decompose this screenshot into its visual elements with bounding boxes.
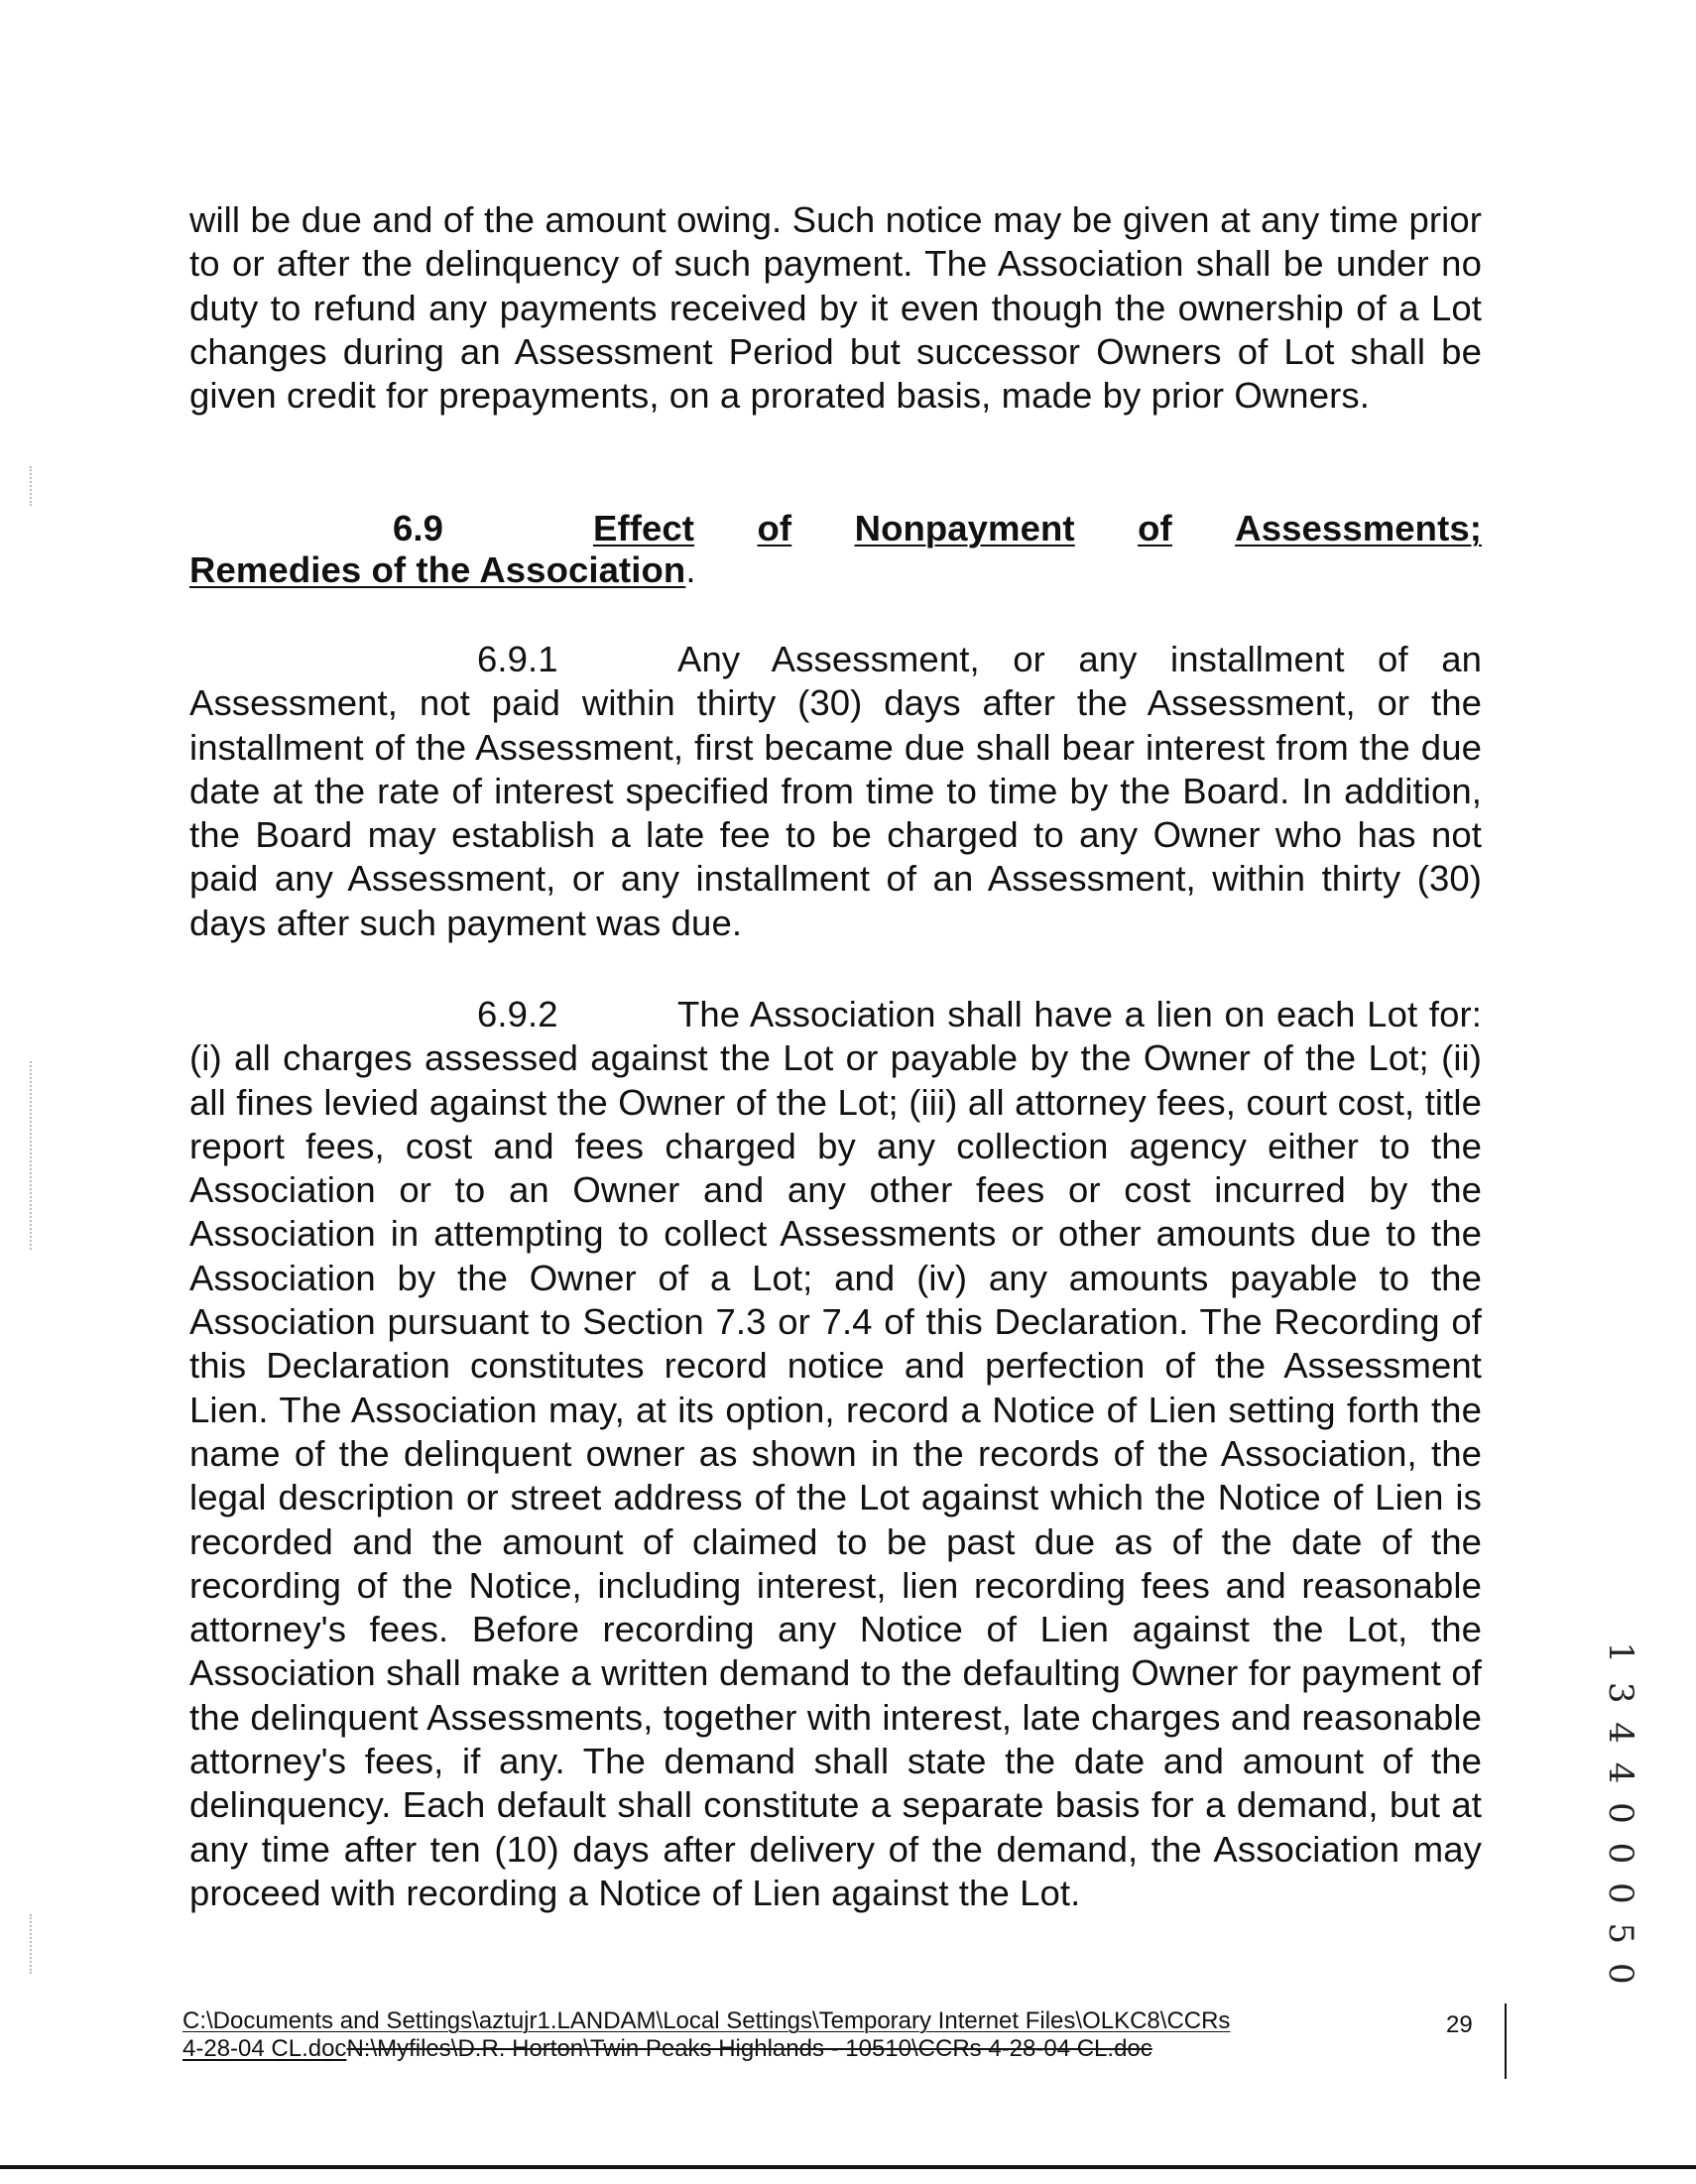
footer-path-line2-current: 4-28-04 CL.doc: [182, 2035, 347, 2062]
section-title-line2: Remedies of the Association: [189, 549, 686, 590]
margin-dots-middle: [30, 1061, 34, 1250]
footer-path-line1: C:\Documents and Settings\aztujr1.LANDAM\Local Settings\Temporary Internet Files\OLKC8\CCRs: [182, 2007, 1231, 2034]
subsection-6-9-1: [189, 638, 1482, 945]
subsection-number: 6.9.2: [477, 994, 558, 1034]
page-number: 29: [1446, 2011, 1473, 2038]
section-title-word: of: [1138, 508, 1172, 548]
change-bar: [1505, 2003, 1507, 2079]
subsection-6-9-2: [189, 993, 1482, 1915]
margin-dots-top: [30, 466, 34, 506]
subsection-text: Any Assessment, or any installment of an Assessment, not paid within thirty (30) days after the Assessment, or the installment of the Assessment, first became due shall bear interest from the due date at the rate of interest specified from time to time by the Board. In addition, the Board may establish a late fee to be charged to any Owner who has not paid any Assessment, or any installment of an Assessment, within thirty (30) days after such payment was due.: [189, 639, 1482, 943]
section-title-word: Assessments;: [1235, 508, 1482, 548]
margin-dots-bottom: [30, 1914, 34, 1974]
footer-file-path: [182, 2007, 1462, 2063]
section-title-line1: [593, 508, 1482, 549]
section-title-word: Effect: [593, 508, 695, 548]
footer-path-line2-deleted: N:\Myfiles\D.R. Horton\Twin Peaks Highlands - 10510\CCRs 4-28-04 CL.doc: [346, 2035, 1152, 2062]
section-title-word: of: [757, 508, 792, 548]
section-title-period: .: [685, 549, 696, 590]
continued-paragraph: will be due and of the amount owing. Such notice may be given at any time prior to or after the delinquency of such payment. The Association shall be under no duty to refund any payments received by it even though the ownership of a Lot changes during an Assessment Period but successor Owners of Lot shall be given credit for prepayments, on a prorated basis, made by prior Owners.: [189, 199, 1482, 417]
subsection-text: The Association shall have a lien on each Lot for: (i) all charges assessed against the Lot or payable by the Owner of the Lot; (ii) all fines levied against the Owner of the Lot; (iii) all attorney fees, court cost, title report fees, cost and fees charged by any collection agency either to the Association or to an Owner and any other fees or cost incurred by the Association in attempting to collect Assessments or other amounts due to the Association by the Owner of a Lot; and (iv) any amounts payable to the Association pursuant to Section 7.3 or 7.4 of this Declaration. The Recording of this Declaration constitutes record notice and perfection of the Assessment Lien. The Association may, at its option, record a Notice of Lien setting forth the name of the delinquent owner as shown in the records of the Association, the legal description or street address of the Lot against which the Notice of Lien is recorded and the amount of claimed to be past due as of the date of the recording of the Notice, including interest, lien recording fees and reasonable attorney's fees. Before recording any Notice of Lien against the Lot, the Association shall make a written demand to the defaulting Owner for payment of the delinquent Assessments, together with interest, late charges and reasonable attorney's fees, if any. The demand shall state the date and amount of the delinquency. Each default shall constitute a separate basis for a demand, but at any time after ten (10) days after delivery of the demand, the Association may proceed with recording a Notice of Lien against the Lot.: [189, 994, 1482, 1913]
section-title-word: Nonpayment: [854, 508, 1075, 548]
subsection-number: 6.9.1: [477, 639, 558, 679]
section-number: 6.9: [393, 508, 444, 548]
recording-stamp-number: 1 3 4 4 0 0 0 5 0: [1601, 1641, 1640, 1989]
section-heading: [189, 508, 1482, 591]
bottom-scan-edge: [0, 2165, 1696, 2169]
